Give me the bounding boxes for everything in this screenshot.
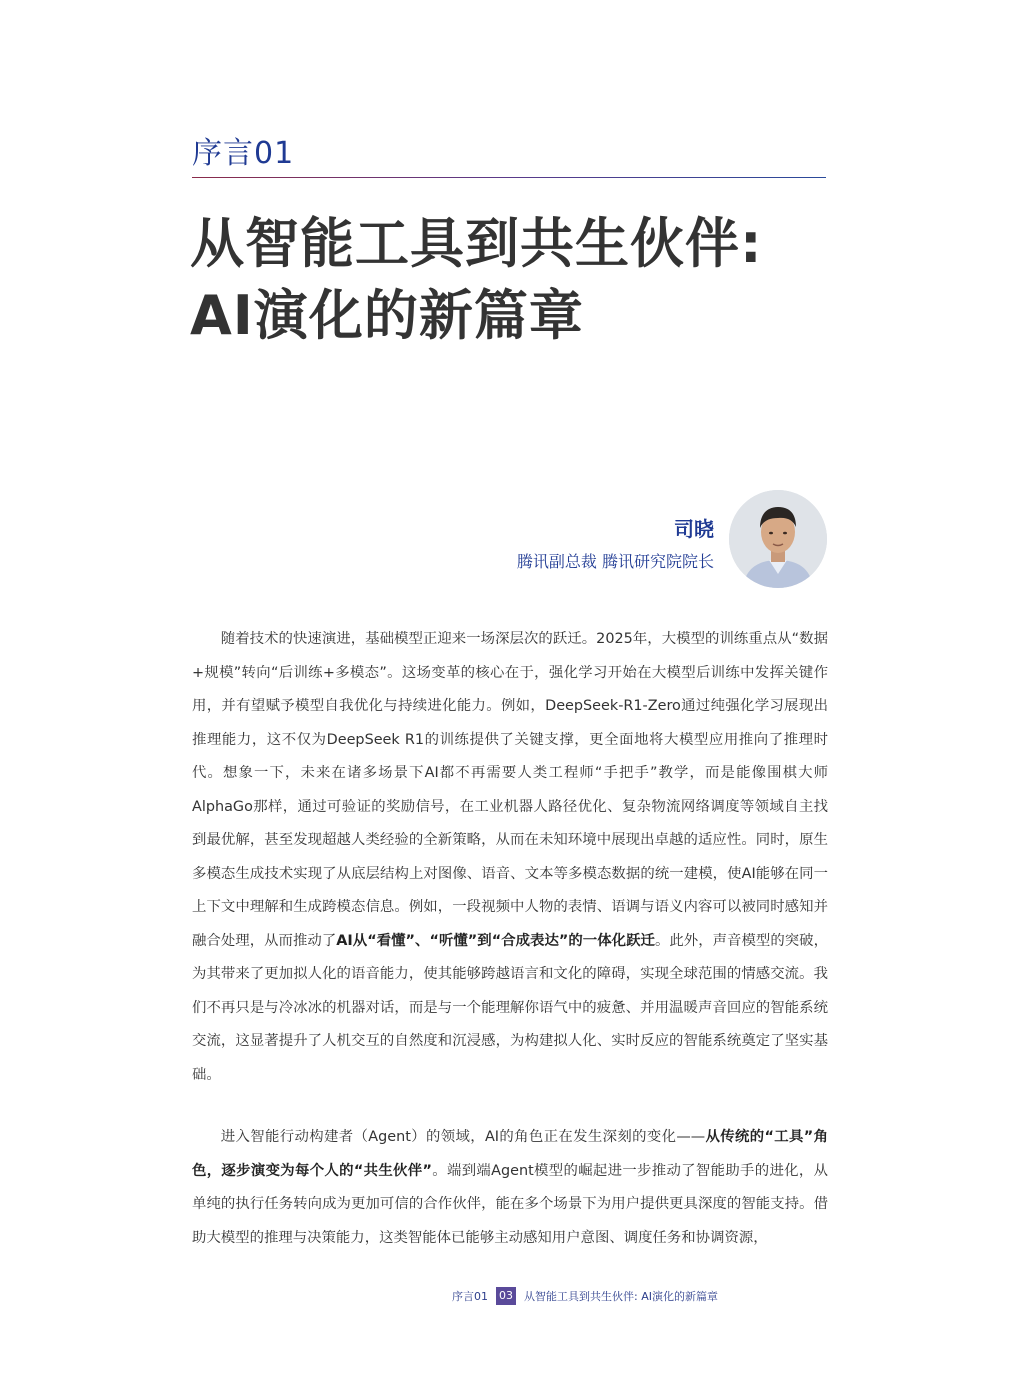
page-title — [190, 208, 830, 352]
paragraph-1-emphasis: AI从“看懂”、“听懂”到“合成表达”的一体化跃迁 — [336, 932, 655, 949]
body-paragraph-2 — [192, 1121, 828, 1255]
author-block — [517, 515, 714, 573]
author-avatar — [729, 490, 827, 588]
page-number: 03 — [496, 1287, 516, 1305]
title-line-1: 从智能工具到共生伙伴: — [190, 212, 763, 275]
footer-section: 序言01 — [452, 1290, 488, 1303]
footer-running-title: 从智能工具到共生伙伴: AI演化的新篇章 — [524, 1290, 718, 1303]
author-title: 腾讯副总裁 腾讯研究院院长 — [516, 552, 714, 571]
paragraph-2-part-1: 进入智能行动构建者（Agent）的领域，AI的角色正在发生深刻的变化—— — [220, 1129, 706, 1145]
paragraph-1-part-2: 。此外，声音模型的突破，为其带来了更加拟人化的语音能力，使其能够跨越语言和文化的障碍，实现全球范围的情感交流。我们不再只是与冷冰冰的机器对话，而是与一个能理解你语气中的疲惫、并用温暖声音回应的智能系统交流，这显著提升了人机交互的自然度和沉浸感，为构建拟人化、实时反应的智能系统奠定了坚实基础。 — [192, 932, 828, 1083]
section-label: 序言01 — [192, 136, 295, 171]
header-rule — [192, 177, 826, 178]
paragraph-2-part-2: 。端到端Agent模型的崛起进一步推动了智能助手的进化，从单纯的执行任务转向成为更加可信的合作伙伴，能在多个场景下为用户提供更具深度的智能支持。借助大模型的推理与决策能力，这类智能体已能够主动感知用户意图、调度任务和协调资源， — [192, 1162, 828, 1246]
title-line-2: AI演化的新篇章 — [190, 284, 584, 347]
body-paragraph-1 — [192, 623, 828, 1092]
page-footer — [452, 1286, 718, 1306]
avatar-portrait-icon — [729, 490, 827, 588]
paragraph-2-emphasis: 从传统的“工具”角色，逐步演变为每个人的“共生伙伴” — [192, 1129, 828, 1179]
author-name: 司晓 — [674, 517, 714, 541]
paragraph-1-text — [192, 623, 828, 1092]
paragraph-1-part-1: 随着技术的快速演进，基础模型正迎来一场深层次的跃迁。2025年，大模型的训练重点从“数据+规模”转向“后训练+多模态”。这场变革的核心在于，强化学习开始在大模型后训练中发挥关键作用，并有望赋予模型自我优化与持续进化能力。例如，DeepSeek-R1-Zero通过纯强化学习展现出推理能力，这不仅为DeepSeek R1的训练提供了关键支撑，更全面地将大模型应用推向了推理时代。想象一下，未来在诸多场景下AI都不再需要人类工程师“手把手”教学，而是能像围棋大师AlphaGo那样，通过可验证的奖励信号，在工业机器人路径优化、复杂物流网络调度等领域自主找到最优解，甚至发现超越人类经验的全新策略，从而在未知环境中展现出卓越的适应性。同时，原生多模态生成技术实现了从底层结构上对图像、语音、文本等多模态数据的统一建模，使AI能够在同一上下文中理解和生成跨模态信息。例如，一段视频中人物的表情、语调与语义内容可以被同时感知并融合处理，从而推动了 — [192, 631, 828, 949]
paragraph-2-text — [192, 1121, 828, 1255]
